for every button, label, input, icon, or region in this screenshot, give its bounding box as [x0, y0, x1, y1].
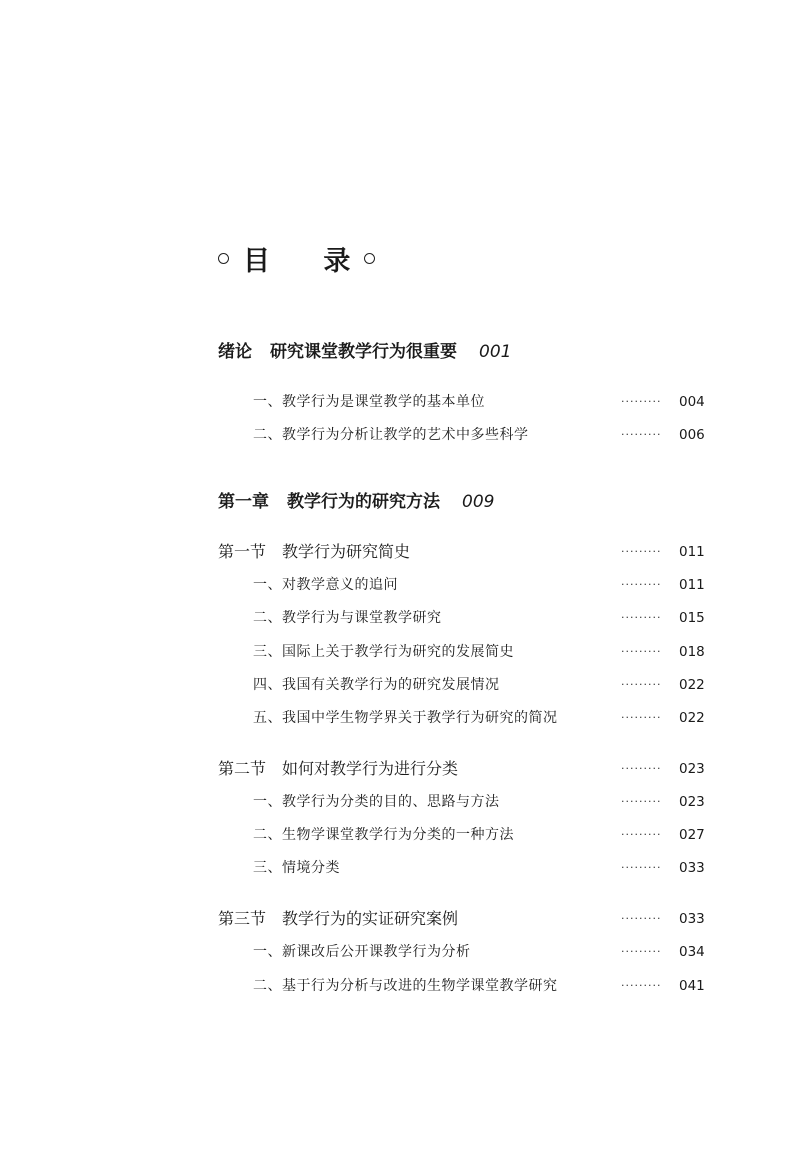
- section3-page: 033: [679, 911, 705, 927]
- dot-leader: ·········: [621, 395, 662, 408]
- section3-title: 教学行为的实证研究案例: [282, 909, 459, 928]
- entry-page: 015: [679, 610, 705, 626]
- toc-title: [218, 240, 375, 276]
- section1-title: 教学行为研究简史: [282, 542, 411, 561]
- toc-entry[interactable]: 二、教学行为与课堂教学研究: [253, 610, 442, 626]
- circle-ornament-left-icon: [218, 253, 229, 264]
- section1-label: 第一节: [218, 542, 267, 561]
- entry-page: 027: [679, 827, 705, 843]
- toc-entry[interactable]: 一、教学行为是课堂教学的基本单位: [253, 394, 485, 410]
- toc-entry[interactable]: 五、我国中学生物学界关于教学行为研究的简况: [253, 710, 558, 726]
- section3-label: 第三节: [218, 909, 267, 928]
- dot-leader: ·········: [621, 545, 662, 558]
- section1-heading[interactable]: [218, 541, 410, 563]
- section2-title: 如何对教学行为进行分类: [282, 759, 459, 778]
- dot-leader: ·········: [621, 578, 662, 591]
- entry-page: 011: [679, 577, 705, 593]
- toc-entry[interactable]: 二、基于行为分析与改进的生物学课堂教学研究: [253, 978, 558, 994]
- entry-page: 023: [679, 794, 705, 810]
- dot-leader: ·········: [621, 645, 662, 658]
- intro-label: 绪论: [218, 342, 252, 362]
- entry-page: 018: [679, 644, 705, 660]
- toc-entry[interactable]: 三、情境分类: [253, 860, 340, 876]
- chapter1-title: 教学行为的研究方法: [287, 492, 440, 512]
- toc-entry[interactable]: 四、我国有关教学行为的研究发展情况: [253, 677, 500, 693]
- toc-entry[interactable]: 二、生物学课堂教学行为分类的一种方法: [253, 827, 514, 843]
- dot-leader: ·········: [621, 828, 662, 841]
- toc-entry[interactable]: 二、教学行为分析让教学的艺术中多些科学: [253, 427, 529, 443]
- chapter1-label: 第一章: [218, 492, 269, 512]
- entry-page: 022: [679, 677, 705, 693]
- dot-leader: ·········: [621, 912, 662, 925]
- dot-leader: ·········: [621, 861, 662, 874]
- toc-entry[interactable]: 一、对教学意义的追问: [253, 577, 398, 593]
- entry-page: 004: [679, 394, 705, 410]
- toc-entry[interactable]: 一、教学行为分类的目的、思路与方法: [253, 794, 500, 810]
- entry-page: 006: [679, 427, 705, 443]
- intro-title: 研究课堂教学行为很重要: [270, 342, 457, 362]
- entry-page: 041: [679, 978, 705, 994]
- entry-page: 034: [679, 944, 705, 960]
- section1-page: 011: [679, 544, 705, 560]
- dot-leader: ·········: [621, 762, 662, 775]
- section2-label: 第二节: [218, 759, 267, 778]
- chapter1-heading[interactable]: [218, 491, 494, 513]
- intro-page: 001: [479, 342, 512, 362]
- intro-heading[interactable]: [218, 341, 511, 363]
- toc-title-text: 目 录: [243, 245, 373, 277]
- dot-leader: ·········: [621, 678, 662, 691]
- chapter1-page: 009: [462, 492, 495, 512]
- dot-leader: ·········: [621, 979, 662, 992]
- toc-entry[interactable]: 一、新课改后公开课教学行为分析: [253, 944, 471, 960]
- dot-leader: ·········: [621, 428, 662, 441]
- section2-page: 023: [679, 761, 705, 777]
- dot-leader: ·········: [621, 611, 662, 624]
- dot-leader: ·········: [621, 711, 662, 724]
- dot-leader: ·········: [621, 795, 662, 808]
- toc-entry[interactable]: 三、国际上关于教学行为研究的发展简史: [253, 644, 514, 660]
- dot-leader: ·········: [621, 945, 662, 958]
- entry-page: 022: [679, 710, 705, 726]
- section2-heading[interactable]: [218, 758, 458, 780]
- section3-heading[interactable]: [218, 908, 458, 930]
- circle-ornament-right-icon: [364, 253, 375, 264]
- entry-page: 033: [679, 860, 705, 876]
